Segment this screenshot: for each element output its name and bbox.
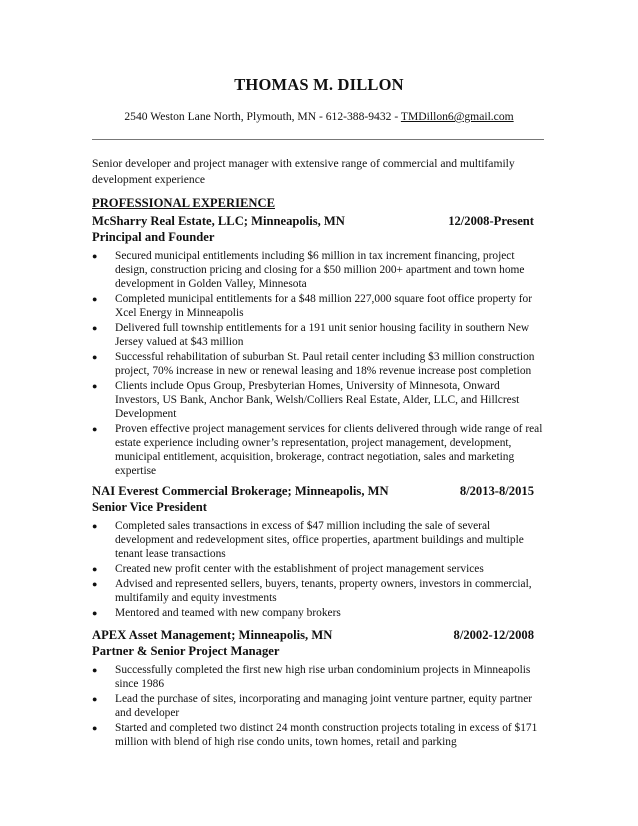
bullet-icon: ● — [92, 521, 98, 531]
bullet-text: Delivered full township entitlements for a 191 unit senior housing facility in southern New Jersey valued at $43 million — [115, 322, 530, 348]
bullet-item — [92, 663, 544, 691]
job-dates: 8/2013-8/2015 — [459, 484, 534, 498]
bullet-text: Successful rehabilitation of suburban St. Paul retail center including $3 million construction project, 70% increase in new or renewal leasing and 18% revenue increase post completion — [115, 351, 535, 377]
section-title-experience: PROFESSIONAL EXPERIENCE — [92, 196, 275, 210]
job-entry — [92, 483, 544, 621]
bullet-icon: ● — [92, 564, 98, 574]
bullet-text: Advised and represented sellers, buyers, tenants, property owners, investors in commercial, multifamily and equity investments — [115, 578, 532, 604]
summary-text: Senior developer and project manager with extensive range of commercial and multifamily development experience — [92, 157, 515, 186]
email-link[interactable]: TMDillon6@gmail.com — [400, 110, 514, 123]
bullet-text: Clients include Opus Group, Presbyterian Homes, University of Minnesota, Onward Investors, US Bank, Anchor Bank, Welsh/Colliers Real Estate, Alder, LLC, and Hillcrest Development — [115, 380, 520, 420]
bullet-text: Completed sales transactions in excess of $47 million including the sale of several development and redevelopment sites, office properties, apartment buildings and multiple tenant lease transactions — [115, 520, 524, 560]
job-header — [92, 627, 544, 643]
bullet-item — [92, 606, 544, 620]
bullet-item — [92, 519, 544, 561]
job-bullets — [92, 249, 544, 478]
job-bullets — [92, 519, 544, 620]
job-bullets — [92, 663, 544, 749]
bullet-icon: ● — [92, 579, 98, 589]
header-divider — [92, 139, 544, 140]
job-company: NAI Everest Commercial Brokerage; Minneapolis, MN — [92, 484, 389, 498]
bullet-text: Successfully completed the first new high rise urban condominium projects in Minneapolis since 1986 — [115, 664, 531, 690]
bullet-icon: ● — [92, 694, 98, 704]
bullet-icon: ● — [92, 323, 98, 333]
bullet-item — [92, 379, 544, 421]
contact-line — [0, 110, 638, 123]
bullet-icon: ● — [92, 294, 98, 304]
bullet-item — [92, 249, 544, 291]
job-title: Partner & Senior Project Manager — [92, 644, 280, 658]
job-entry — [92, 213, 544, 479]
bullet-text: Secured municipal entitlements including $6 million in tax increment financing, project design, construction pricing and closing for a $50 million 200+ apartment and town home development in Golden Valley, Minnesota — [115, 250, 525, 290]
bullet-icon: ● — [92, 352, 98, 362]
job-company: APEX Asset Management; Minneapolis, MN — [92, 628, 333, 642]
bullet-item — [92, 422, 544, 478]
bullet-icon: ● — [92, 381, 98, 391]
bullet-item — [92, 562, 544, 576]
job-header — [92, 483, 544, 499]
address-phone: 2540 Weston Lane North, Plymouth, MN - 612-388-9432 - — [124, 110, 401, 123]
bullet-text: Lead the purchase of sites, incorporating and managing joint venture partner, equity partner and developer — [115, 693, 533, 719]
bullet-item — [92, 692, 544, 720]
bullet-text: Completed municipal entitlements for a $48 million 227,000 square foot office property for Xcel Energy in Minneapolis — [115, 293, 533, 319]
bullet-icon: ● — [92, 723, 98, 733]
job-dates: 8/2002-12/2008 — [453, 628, 534, 642]
bullet-icon: ● — [92, 424, 98, 434]
job-dates: 12/2008-Present — [448, 214, 534, 228]
bullet-icon: ● — [92, 665, 98, 675]
bullet-text: Started and completed two distinct 24 month construction projects totaling in excess of $171 million with blend of high rise condo units, town homes, retail and parking — [115, 722, 538, 748]
job-title: Senior Vice President — [92, 500, 207, 514]
bullet-item — [92, 350, 544, 378]
bullet-icon: ● — [92, 608, 98, 618]
bullet-text: Created new profit center with the establishment of project management services — [115, 563, 484, 575]
bullet-item — [92, 321, 544, 349]
bullet-item — [92, 577, 544, 605]
candidate-name: THOMAS M. DILLON — [234, 75, 404, 94]
job-title: Principal and Founder — [92, 230, 215, 244]
bullet-item — [92, 721, 544, 749]
bullet-icon: ● — [92, 251, 98, 261]
job-company: McSharry Real Estate, LLC; Minneapolis, MN — [92, 214, 345, 228]
bullet-text: Mentored and teamed with new company brokers — [115, 607, 341, 619]
job-header — [92, 213, 544, 229]
job-entry — [92, 627, 544, 750]
bullet-item — [92, 292, 544, 320]
bullet-text: Proven effective project management services for clients delivered through wide range of real estate experience including owner’s representation, project management, development, municipal entitlement, acquisition, brokerage, contract negotiation, sales and marketing expertise — [115, 423, 543, 477]
